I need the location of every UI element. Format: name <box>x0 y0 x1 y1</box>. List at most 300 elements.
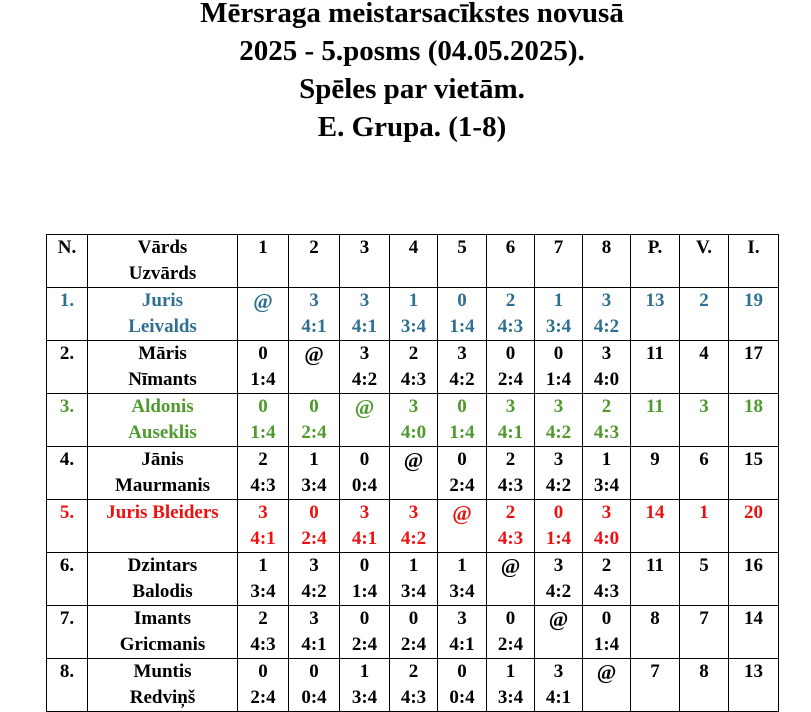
game-result-line: 3 <box>553 396 564 417</box>
game-result-line: 1 <box>505 661 516 682</box>
player-name-line: Gricmanis <box>119 634 206 655</box>
game-result <box>340 500 390 553</box>
page-title <box>0 0 811 146</box>
game-result-line: 3:4 <box>351 687 378 708</box>
game-result-line: 3:4 <box>250 581 276 602</box>
game-result-line: 4:2 <box>545 422 572 443</box>
game-result-line: 4:0 <box>593 528 620 549</box>
player-name-line: Nīmants <box>128 369 197 390</box>
game-result-line: 2 <box>408 661 419 682</box>
game-result-line: 0 <box>359 555 370 576</box>
header-game-label: 5 <box>457 237 467 258</box>
game-result <box>390 606 438 659</box>
row-number <box>47 606 88 659</box>
points-value <box>631 659 680 712</box>
game-result-line: @ <box>596 660 617 684</box>
header-place-label: V. <box>695 237 713 258</box>
header-number <box>47 235 88 288</box>
game-result <box>438 447 487 500</box>
place-value <box>680 341 729 394</box>
player-name <box>88 341 238 394</box>
game-result <box>438 500 487 553</box>
game-result <box>438 553 487 606</box>
game-result-line: 2 <box>601 396 612 417</box>
game-result-line: 4:1 <box>545 687 572 708</box>
game-result <box>487 553 535 606</box>
points-value <box>631 500 680 553</box>
row-number-line: 6. <box>59 555 75 576</box>
game-result-line: 0 <box>505 608 516 629</box>
game-result <box>340 288 390 341</box>
header-game-label: 4 <box>408 237 419 258</box>
score-value <box>729 288 779 341</box>
place-value <box>680 659 729 712</box>
game-result-line: 2 <box>408 343 419 364</box>
row-number-line: 3. <box>59 396 75 417</box>
game-result-line: 4:3 <box>400 369 427 390</box>
table-row <box>47 606 779 659</box>
game-result-line: 0 <box>258 343 268 364</box>
game-result-line: 3 <box>601 502 612 523</box>
game-result-line: @ <box>304 342 324 366</box>
game-result <box>487 659 535 712</box>
game-result-line: 1 <box>601 449 612 470</box>
game-result-line: 0:4 <box>351 475 378 496</box>
game-result-line: 4:3 <box>250 475 276 496</box>
header-place <box>680 235 729 288</box>
place-value <box>680 447 729 500</box>
place-value <box>680 500 729 553</box>
game-result-line: 2 <box>505 502 516 523</box>
place-value <box>680 288 729 341</box>
points-value-line: 14 <box>645 502 665 523</box>
game-result <box>289 553 340 606</box>
header-game-col <box>487 235 535 288</box>
game-result-line: 1 <box>408 555 419 576</box>
game-result-line: 4:3 <box>250 634 276 655</box>
game-result-line: 4:1 <box>449 634 475 655</box>
game-result-line: 1:4 <box>545 369 572 390</box>
game-result-line: 1:4 <box>593 634 620 655</box>
header-game-col <box>390 235 438 288</box>
game-result <box>487 288 535 341</box>
header-game-col <box>238 235 289 288</box>
game-result-line: 4:1 <box>250 528 276 549</box>
points-value-line: 8 <box>650 608 660 629</box>
game-result-line: 0 <box>457 449 467 470</box>
place-value <box>680 553 729 606</box>
game-result-line: @ <box>452 501 472 525</box>
game-result-line: 4:3 <box>400 687 427 708</box>
game-result <box>487 447 535 500</box>
game-result <box>340 341 390 394</box>
game-result-line: 4:3 <box>593 422 620 443</box>
game-result-line: 3 <box>457 343 467 364</box>
table-row <box>47 500 779 553</box>
game-result-line: 3 <box>553 661 564 682</box>
score-value <box>729 500 779 553</box>
game-result <box>583 288 631 341</box>
header-game-label: 3 <box>359 237 370 258</box>
game-result-line: 2:4 <box>301 528 327 549</box>
player-name-line: Māris <box>138 343 187 364</box>
game-result <box>289 394 340 447</box>
game-result-line: 1 <box>359 661 370 682</box>
game-result-line: 2:4 <box>497 369 524 390</box>
player-name-line: Leivalds <box>128 316 197 337</box>
row-number-line: 4. <box>59 449 75 470</box>
game-result-line: 4:3 <box>497 316 524 337</box>
game-result-line: 2 <box>258 449 268 470</box>
game-result-line: @ <box>354 395 375 419</box>
game-result-line: 1:4 <box>449 422 475 443</box>
row-number-line: 5. <box>59 502 75 523</box>
game-result <box>535 288 583 341</box>
game-result-line: 3 <box>601 343 612 364</box>
game-result-line: 0 <box>457 396 467 417</box>
game-result <box>535 659 583 712</box>
player-name-line: Imants <box>133 608 191 629</box>
score-value-line: 20 <box>744 502 763 523</box>
game-result-line: 2 <box>258 608 268 629</box>
game-result-line: 1 <box>309 449 319 470</box>
player-name-line: Aldonis <box>131 396 194 417</box>
header-name <box>88 235 238 288</box>
game-result <box>238 288 289 341</box>
game-result-line: 4:1 <box>301 634 327 655</box>
game-result-line: 1:4 <box>351 581 378 602</box>
row-number-line: 8. <box>59 661 75 682</box>
player-name-line: Juris Bleiders <box>106 502 219 523</box>
game-result <box>535 394 583 447</box>
header-score-label: I. <box>747 237 760 258</box>
game-result <box>289 447 340 500</box>
game-result <box>535 606 583 659</box>
game-result <box>340 447 390 500</box>
game-result <box>390 447 438 500</box>
score-value <box>729 553 779 606</box>
game-result-line: 1:4 <box>545 528 572 549</box>
game-result <box>289 606 340 659</box>
game-result-line: 2:4 <box>250 687 276 708</box>
game-result-line: 3:4 <box>449 581 475 602</box>
row-number-line: 1. <box>59 290 75 311</box>
game-result-line: 3 <box>309 555 319 576</box>
game-result-line: 4:1 <box>497 422 524 443</box>
header-game-label: 2 <box>309 237 319 258</box>
results-table <box>46 234 779 712</box>
player-name-line: Dzintars <box>127 555 198 576</box>
game-result-line: 0 <box>309 502 319 523</box>
points-value <box>631 553 680 606</box>
game-result <box>238 394 289 447</box>
game-result <box>583 394 631 447</box>
game-result-line: 4:2 <box>545 475 572 496</box>
game-result-line: 0 <box>309 661 319 682</box>
row-number <box>47 500 88 553</box>
game-result <box>340 394 390 447</box>
table-header-row <box>47 235 779 288</box>
game-result-line: 4:2 <box>351 369 378 390</box>
game-result-line: 4:3 <box>593 581 620 602</box>
points-value-line: 7 <box>650 661 660 682</box>
game-result-line: 4:2 <box>301 581 327 602</box>
header-game-col <box>340 235 390 288</box>
game-result <box>238 606 289 659</box>
game-result-line: 0:4 <box>301 687 327 708</box>
game-result-line: 1 <box>457 555 467 576</box>
game-result <box>535 447 583 500</box>
game-result <box>583 553 631 606</box>
game-result-line: 3 <box>309 290 319 311</box>
header-game-label: 6 <box>505 237 516 258</box>
game-result <box>583 447 631 500</box>
game-result <box>390 500 438 553</box>
game-result <box>535 500 583 553</box>
player-name-line: Maurmanis <box>115 475 210 496</box>
title-line: E. Grupa. (1-8) <box>317 111 507 143</box>
points-value <box>631 394 680 447</box>
game-result-line: 3:4 <box>497 687 524 708</box>
game-result-line: 3:4 <box>593 475 620 496</box>
game-result-line: 3 <box>553 555 564 576</box>
header-game-col <box>289 235 340 288</box>
game-result <box>438 394 487 447</box>
game-result-line: 4:3 <box>497 475 524 496</box>
header-name-last: Uzvārds <box>128 263 197 284</box>
game-result <box>535 341 583 394</box>
title-line: Spēles par vietām. <box>299 73 525 105</box>
game-result <box>438 341 487 394</box>
title-line: 2025 - 5.posms (04.05.2025). <box>239 35 585 67</box>
game-result-line: 3:4 <box>400 581 427 602</box>
table-row <box>47 288 779 341</box>
points-value-line: 9 <box>650 449 660 470</box>
game-result-line: 3 <box>258 502 268 523</box>
game-result <box>390 553 438 606</box>
game-result-line: 3 <box>359 502 370 523</box>
player-name <box>88 447 238 500</box>
game-result-line: 3 <box>601 290 612 311</box>
game-result-line: 0 <box>553 502 564 523</box>
row-number-line: 2. <box>59 343 75 364</box>
game-result <box>340 659 390 712</box>
game-result <box>390 288 438 341</box>
game-result <box>487 606 535 659</box>
game-result-line: 1:4 <box>250 369 276 390</box>
score-value-line: 14 <box>744 608 763 629</box>
game-result <box>438 606 487 659</box>
game-result-line: 1:4 <box>449 316 475 337</box>
game-result <box>289 341 340 394</box>
game-result <box>340 553 390 606</box>
game-result-line: 0 <box>553 343 564 364</box>
game-result-line: 0 <box>359 449 370 470</box>
game-result-line: 3 <box>553 449 564 470</box>
score-value <box>729 606 779 659</box>
game-result-line: 3 <box>309 608 319 629</box>
game-result <box>289 500 340 553</box>
player-name <box>88 659 238 712</box>
game-result-line: 3 <box>457 608 467 629</box>
game-result-line: 3 <box>505 396 516 417</box>
game-result-line: 4:3 <box>497 528 524 549</box>
game-result <box>487 500 535 553</box>
header-game-col <box>583 235 631 288</box>
header-game-label: 8 <box>601 237 612 258</box>
game-result <box>390 659 438 712</box>
header-points-label: P. <box>647 237 663 258</box>
game-result-line: 0 <box>457 661 467 682</box>
game-result-line: 4:1 <box>351 528 378 549</box>
player-name-line: Balodis <box>132 581 193 602</box>
game-result-line: @ <box>403 448 424 472</box>
game-result-line: 0:4 <box>449 687 475 708</box>
game-result-line: 0 <box>505 343 516 364</box>
game-result-line: 2:4 <box>400 634 427 655</box>
table-row <box>47 447 779 500</box>
game-result <box>238 447 289 500</box>
row-number <box>47 288 88 341</box>
game-result <box>583 606 631 659</box>
game-result-line: 0 <box>601 608 612 629</box>
game-result <box>487 341 535 394</box>
score-value <box>729 341 779 394</box>
game-result-line: 4:2 <box>545 581 572 602</box>
game-result-line: 0 <box>309 396 319 417</box>
header-game-label: 7 <box>553 237 564 258</box>
header-game-col <box>535 235 583 288</box>
score-value <box>729 447 779 500</box>
game-result-line: 2 <box>505 449 516 470</box>
place-value-line: 6 <box>699 449 709 470</box>
game-result <box>289 288 340 341</box>
table-row <box>47 341 779 394</box>
game-result <box>238 500 289 553</box>
score-value <box>729 659 779 712</box>
score-value-line: 13 <box>744 661 763 682</box>
title-line: Mērsraga meistarsacīkstes novusā <box>200 0 624 29</box>
game-result <box>238 659 289 712</box>
game-result-line: 3:4 <box>545 316 572 337</box>
game-result-line: 4:1 <box>301 316 327 337</box>
game-result <box>487 394 535 447</box>
place-value <box>680 394 729 447</box>
game-result-line: @ <box>253 289 273 313</box>
header-game-col <box>438 235 487 288</box>
player-name <box>88 288 238 341</box>
game-result-line: 0 <box>408 608 419 629</box>
game-result-line: 2:4 <box>301 422 327 443</box>
score-value-line: 16 <box>744 555 763 576</box>
player-name-line: Redviņš <box>129 687 196 708</box>
game-result-line: 2:4 <box>351 634 378 655</box>
game-result <box>583 500 631 553</box>
game-result-line: 1 <box>258 555 268 576</box>
header-number-label: N. <box>57 237 77 258</box>
points-value-line: 11 <box>646 555 664 576</box>
place-value-line: 3 <box>699 396 709 417</box>
header-game-label: 1 <box>258 237 268 258</box>
row-number <box>47 659 88 712</box>
player-name <box>88 553 238 606</box>
place-value-line: 8 <box>699 661 709 682</box>
points-value <box>631 341 680 394</box>
table-row <box>47 394 779 447</box>
place-value-line: 5 <box>699 555 709 576</box>
score-value-line: 17 <box>744 343 763 364</box>
game-result <box>390 394 438 447</box>
player-name-line: Muntis <box>133 661 192 682</box>
game-result <box>238 553 289 606</box>
place-value-line: 4 <box>699 343 709 364</box>
player-name <box>88 394 238 447</box>
row-number <box>47 447 88 500</box>
game-result-line: 2:4 <box>497 634 524 655</box>
game-result-line: 1:4 <box>250 422 276 443</box>
table-row <box>47 553 779 606</box>
game-result-line: 2 <box>505 290 516 311</box>
place-value-line: 7 <box>699 608 709 629</box>
game-result-line: 4:1 <box>351 316 378 337</box>
game-result-line: 3 <box>408 396 419 417</box>
game-result-line: 1 <box>408 290 419 311</box>
row-number <box>47 553 88 606</box>
game-result-line: 3 <box>359 343 370 364</box>
game-result-line: 0 <box>258 396 268 417</box>
player-name <box>88 500 238 553</box>
place-value <box>680 606 729 659</box>
table-body <box>47 235 779 712</box>
game-result-line: 2 <box>601 555 612 576</box>
points-value <box>631 288 680 341</box>
row-number-line: 7. <box>59 608 75 629</box>
game-result-line: @ <box>548 607 569 631</box>
header-score <box>729 235 779 288</box>
game-result-line: 4:2 <box>593 316 620 337</box>
game-result-line: 0 <box>258 661 268 682</box>
game-result <box>340 606 390 659</box>
place-value-line: 2 <box>699 290 709 311</box>
score-value <box>729 394 779 447</box>
score-value-line: 18 <box>744 396 763 417</box>
game-result <box>583 659 631 712</box>
game-result-line: 3:4 <box>400 316 427 337</box>
player-name-line: Juris <box>141 290 184 311</box>
game-result-line: 4:0 <box>400 422 427 443</box>
game-result-line: 0 <box>359 608 370 629</box>
game-result <box>535 553 583 606</box>
game-result <box>390 341 438 394</box>
player-name-line: Auseklis <box>128 422 197 443</box>
place-value-line: 1 <box>699 502 709 523</box>
game-result-line: 4:0 <box>593 369 620 390</box>
game-result-line: 4:2 <box>400 528 427 549</box>
game-result-line: 1 <box>553 290 564 311</box>
player-name-line: Jānis <box>141 449 184 470</box>
header-name-first: Vārds <box>137 237 188 258</box>
points-value-line: 11 <box>646 396 664 417</box>
points-value <box>631 606 680 659</box>
game-result-line: 4:2 <box>449 369 475 390</box>
table-row <box>47 659 779 712</box>
game-result-line: 3 <box>408 502 419 523</box>
game-result-line: 2:4 <box>449 475 475 496</box>
game-result <box>289 659 340 712</box>
points-value-line: 13 <box>645 290 665 311</box>
game-result-line: 0 <box>457 290 467 311</box>
score-value-line: 19 <box>744 290 763 311</box>
